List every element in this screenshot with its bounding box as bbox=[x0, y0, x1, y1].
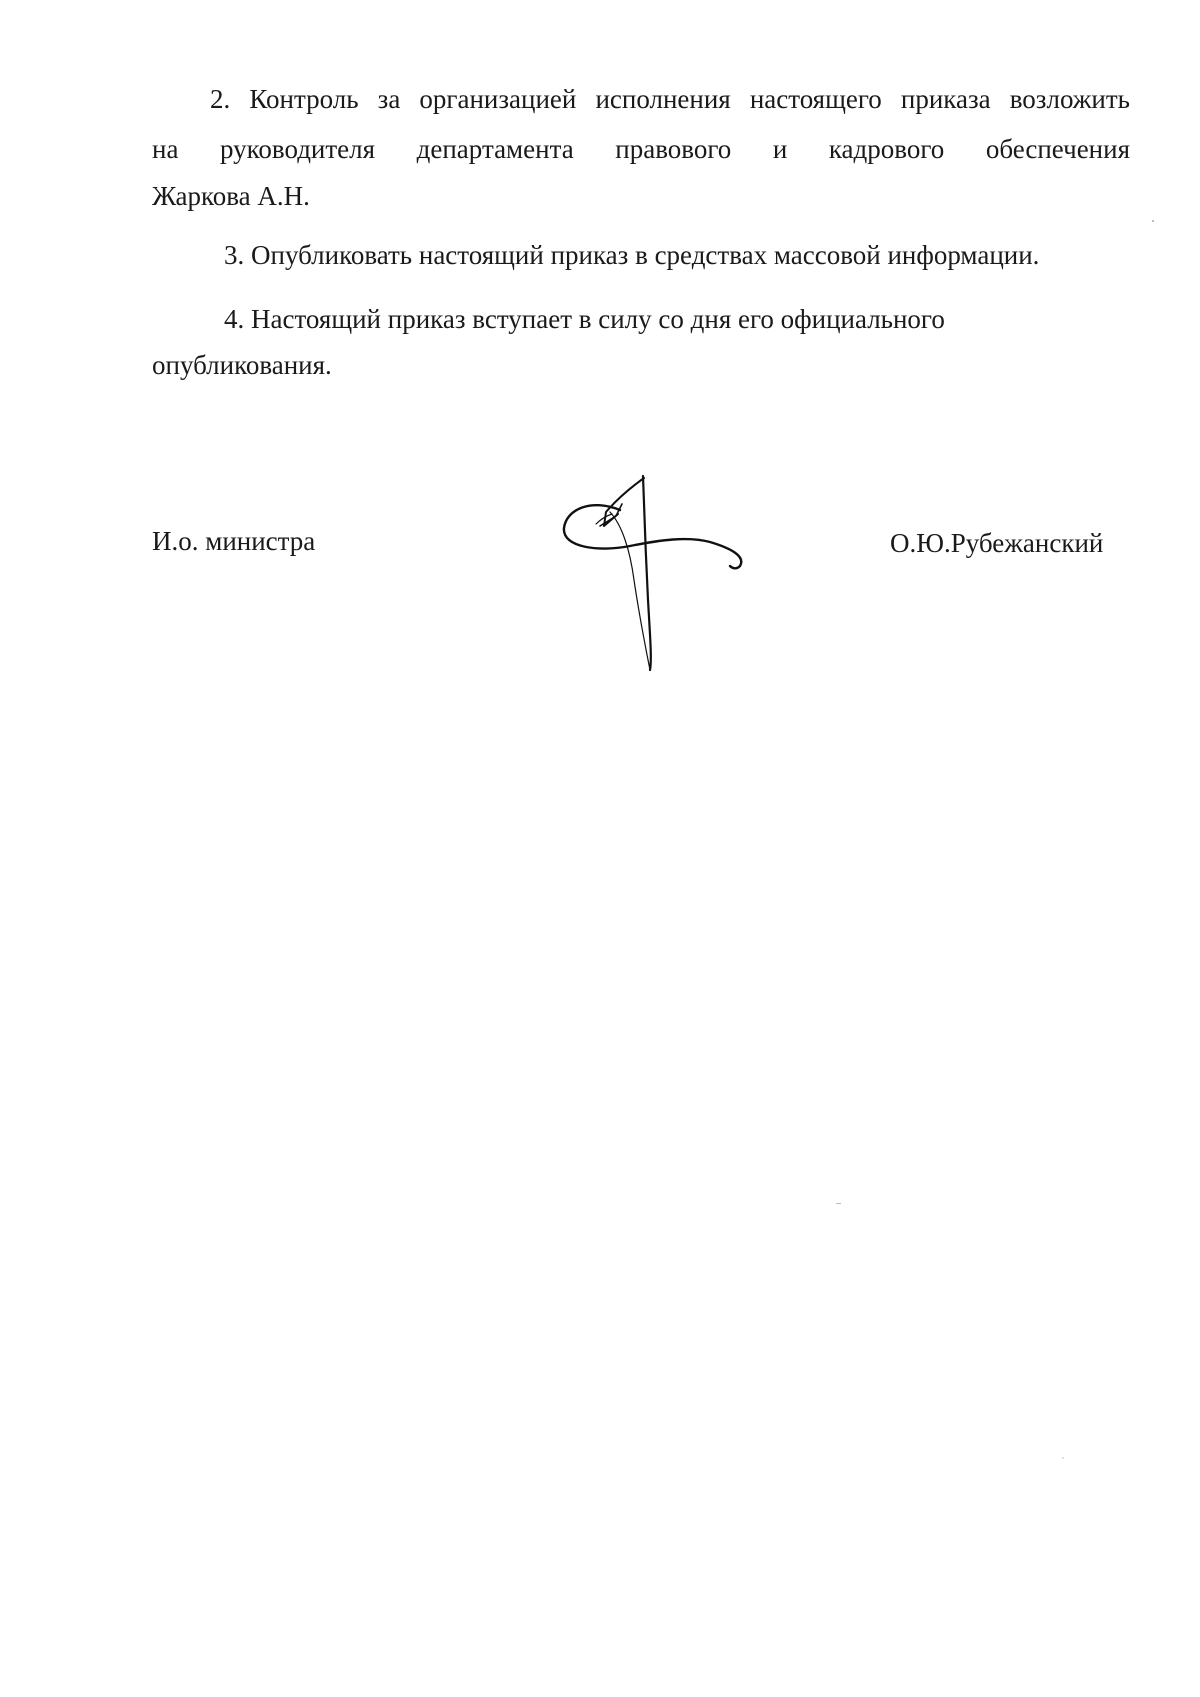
signatory-name: О.Ю.Рубежанский bbox=[890, 528, 1104, 558]
paragraph-2-line-1 bbox=[152, 76, 1130, 122]
scan-speck bbox=[1062, 1457, 1064, 1459]
paragraph-2-word: департамента bbox=[416, 134, 574, 164]
paragraph-2-line-3: Жаркова А.Н. bbox=[152, 181, 310, 211]
signatory-position: И.о. министра bbox=[152, 526, 316, 556]
paragraph-2-line-2 bbox=[152, 126, 1130, 172]
scan-speck bbox=[1152, 220, 1154, 222]
paragraph-2-word: обеспечения bbox=[985, 134, 1130, 164]
paragraph-4-line-2: опубликования. bbox=[152, 350, 332, 380]
paragraph-2-word: правового bbox=[615, 134, 732, 164]
paragraph-3: 3. Опубликовать настоящий приказ в средствах массовой информации. bbox=[224, 240, 1040, 270]
scan-speck bbox=[836, 1203, 841, 1204]
paragraph-2-line-1-text: 2. Контроль за организацией исполнения настоящего приказа возложить bbox=[210, 84, 1130, 114]
paragraph-2-word: руководителя bbox=[220, 134, 376, 164]
paragraph-2-word: и bbox=[772, 134, 788, 164]
paragraph-2-word: на bbox=[152, 134, 179, 164]
handwritten-signature bbox=[560, 470, 750, 680]
paragraph-4-line-1: 4. Настоящий приказ вступает в силу со дня его официального bbox=[224, 304, 945, 334]
paragraph-2-word: кадрового bbox=[828, 134, 945, 164]
